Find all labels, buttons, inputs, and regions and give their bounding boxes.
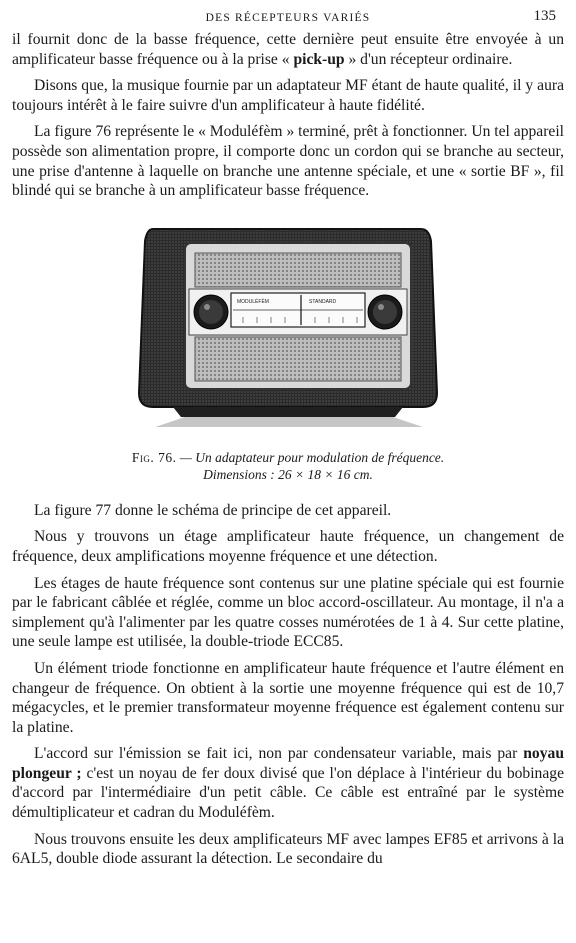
figure-76 bbox=[0, 217, 576, 439]
paragraph bbox=[12, 76, 564, 115]
figure-caption bbox=[12, 449, 564, 483]
paragraph bbox=[12, 527, 564, 566]
text-run: c'est un noyau de fer doux divisé que l'on déplace à l'intérieur du bobinage d'accord par l'intermédiaire d'un petit câble. Ce câble est entraîné par le système démultiplicateur et cadran du Moduléfèm. bbox=[12, 764, 564, 822]
text-run: L'accord sur l'émission se fait ici, non par condensateur variable, mais par bbox=[34, 745, 524, 763]
text-run: La figure 77 donne le schéma de principe de cet appareil. bbox=[34, 501, 392, 519]
dial-label-left: MODULÉFÈM bbox=[237, 298, 269, 305]
paragraph bbox=[12, 744, 564, 822]
page-header bbox=[12, 8, 564, 30]
text-run: il fournit donc de la basse fréquence, cette dernière peut ensuite être envoyée à un amplificateur basse fréquence ou à la prise « bbox=[12, 31, 564, 68]
text-run: Un élément triode fonctionne en amplificateur haute fréquence et l'autre élément en changeur de fréquence. On obtient à la sortie une moyenne fréquence qui est de 10,7 mégacycles, et le premier transformateur moyenne fréquence est également contenu sur la platine. bbox=[12, 659, 564, 736]
right-knob bbox=[368, 295, 402, 329]
left-knob bbox=[194, 295, 228, 329]
bottom-grille bbox=[195, 337, 401, 381]
text-run: Nous y trouvons un étage amplificateur haute fréquence, un changement de fréquence, deux amplifications moyenne fréquence et une détection. bbox=[12, 528, 564, 565]
text-run: Disons que, la musique fournie par un adaptateur MF étant de haute qualité, il y aura toujours intérêt à le faire suivre d'un amplificateur à haute fidélité. bbox=[12, 77, 564, 114]
radio-illustration bbox=[133, 217, 443, 439]
paragraph bbox=[12, 122, 564, 200]
bold-text: pick-up bbox=[293, 50, 345, 68]
cabinet-base bbox=[173, 407, 403, 417]
figure-dimensions: Dimensions : 26 × 18 × 16 cm. bbox=[203, 466, 373, 482]
paragraph bbox=[12, 501, 564, 521]
bold-text: noyau plongeur ; bbox=[12, 745, 564, 782]
base-shadow bbox=[155, 417, 423, 427]
text-block-bottom bbox=[12, 501, 564, 869]
running-title: DES RÉCEPTEURS VARIÉS bbox=[205, 12, 371, 24]
figure-label: Fig. 76. bbox=[131, 449, 177, 465]
text-run: » d'un récepteur ordinaire. bbox=[344, 50, 513, 68]
text-run: La figure 76 représente le « Moduléfèm » terminé, prêt à fonctionner. Un tel appareil possède son alimentation propre, il comporte donc un cordon qui se branche au secteur, une prise d'antenne à laquelle on branche une antenne spéciale, et une « sortie BF », fil blindé qui se branche à un amplificateur basse fréquence. bbox=[12, 123, 564, 200]
text-block-top bbox=[12, 30, 564, 201]
paragraph bbox=[12, 30, 564, 69]
paragraph bbox=[12, 830, 564, 869]
dial-label-right: STANDARD bbox=[309, 298, 337, 305]
top-grille bbox=[195, 253, 401, 287]
text-run: Nous trouvons ensuite les deux amplificateurs MF avec lampes EF85 et arrivons à la 6AL5, double diode assurant la détection. Le secondaire du bbox=[12, 830, 564, 868]
paragraph bbox=[12, 659, 564, 737]
figure-caption-text: — Un adaptateur pour modulation de fréquence. bbox=[176, 449, 445, 465]
text-run: Les étages de haute fréquence sont contenus sur une platine spéciale qui est fournie par le fabricant câblée et réglée, comme un bloc accord-oscillateur. Au montage, il n'a a simplement qu'à l'alimenter par les quatre cosses numérotées de 1 à 4. Sur cette platine, une seule lampe est utilisée, la double-triode ECC85. bbox=[12, 574, 564, 651]
paragraph bbox=[12, 574, 564, 652]
page-number: 135 bbox=[533, 8, 556, 24]
